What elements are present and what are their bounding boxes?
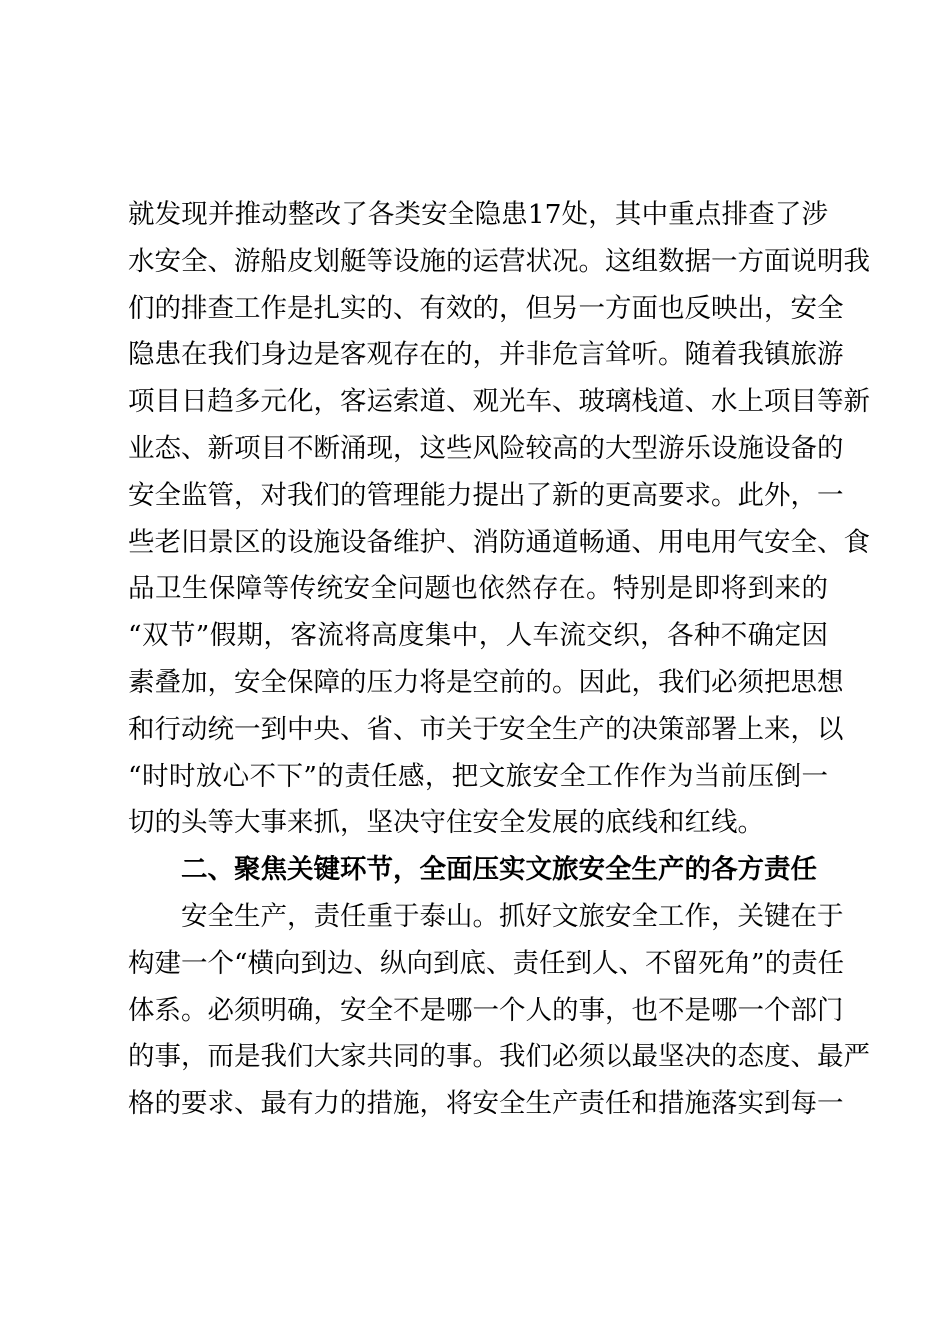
- text-line: 就发现并推动整改了各类安全隐患17处，其中重点排查了涉: [128, 199, 828, 230]
- paragraph-responsibility: [128, 894, 870, 1128]
- text-line: 切的头等大事来抓，坚决守住安全发展的底线和红线。: [128, 807, 764, 839]
- text-line: 和行动统一到中央、省、市关于安全生产的决策部署上来，以: [128, 713, 844, 745]
- text-line: “双节”假期，客流将高度集中，人车流交织，各种不确定因: [128, 620, 828, 652]
- text-line: 构建一个“横向到边、纵向到底、责任到人、不留死角”的责任: [128, 947, 845, 979]
- text-line: 安全生产，责任重于泰山。抓好文旅安全工作，关键在于: [181, 900, 844, 932]
- document-body: [128, 192, 870, 1128]
- paragraph-safety-hazards: [128, 192, 870, 847]
- text-line: 素叠加，安全保障的压力将是空前的。因此，我们必须把思想: [128, 666, 844, 698]
- text-line: 项目日趋多元化，客运索道、观光车、玻璃栈道、水上项目等新: [128, 386, 870, 418]
- text-line: 们的排查工作是扎实的、有效的，但另一方面也反映出，安全: [128, 292, 844, 324]
- section-heading: 二、聚焦关键环节，全面压实文旅安全生产的各方责任: [181, 854, 817, 886]
- text-line: 格的要求、最有力的措施，将安全生产责任和措施落实到每一: [128, 1088, 844, 1120]
- text-line: “时时放心不下”的责任感，把文旅安全工作作为当前压倒一: [128, 760, 828, 792]
- text-line: 品卫生保障等传统安全问题也依然存在。特别是即将到来的: [128, 573, 828, 605]
- text-line: 水安全、游船皮划艇等设施的运营状况。这组数据一方面说明我: [128, 245, 870, 277]
- text-line: 隐患在我们身边是客观存在的，并非危言耸听。随着我镇旅游: [128, 339, 844, 371]
- text-line: 些老旧景区的设施设备维护、消防通道畅通、用电用气安全、食: [128, 526, 870, 558]
- text-line: 的事，而是我们大家共同的事。我们必须以最坚决的态度、最严: [128, 1041, 870, 1073]
- text-line: 业态、新项目不断涌现，这些风险较高的大型游乐设施设备的: [128, 432, 844, 464]
- text-line: 体系。必须明确，安全不是哪一个人的事，也不是哪一个部门: [128, 994, 844, 1026]
- text-line: 安全监管，对我们的管理能力提出了新的更高要求。此外，一: [128, 479, 844, 511]
